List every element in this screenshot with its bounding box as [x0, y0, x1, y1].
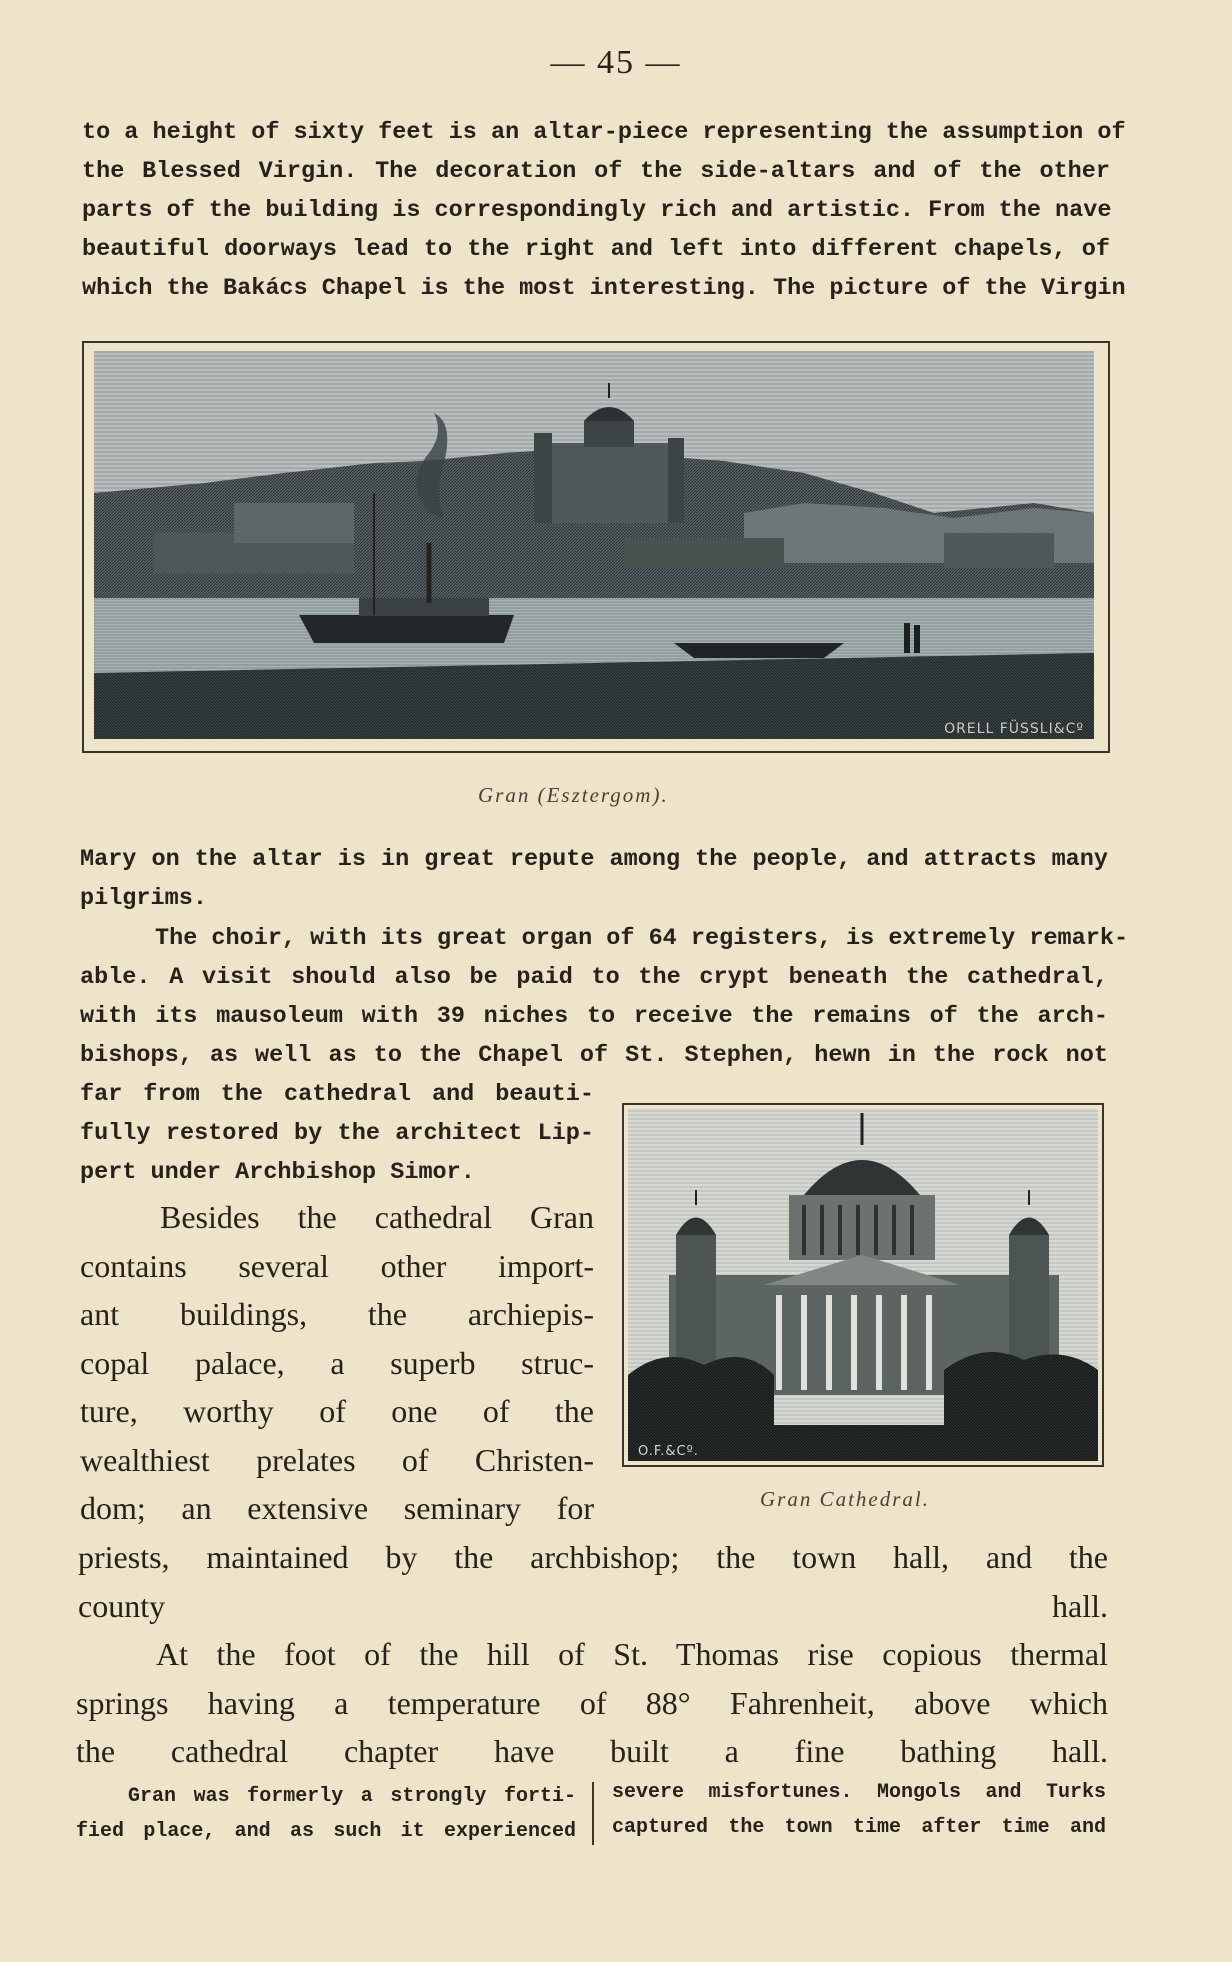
gran-cathedral-engraving [624, 1105, 1102, 1465]
text-line: beautiful doorways lead to the right and left into different chapels, of [82, 236, 1110, 263]
text-line: springs having a temperature of 88° Fahrenheit, above which [76, 1684, 1108, 1721]
paragraph-mary [80, 840, 1108, 918]
paragraph-springs [76, 1630, 1108, 1776]
figure2-caption: Gran Cathedral. [760, 1487, 931, 1511]
paragraph-choir [80, 919, 1129, 1075]
text-line: contains several other import- [80, 1247, 594, 1284]
text-line: copal palace, a superb struc- [80, 1344, 594, 1381]
text-line: with its mausoleum with 39 niches to receive the remains of the arch- [80, 1003, 1108, 1030]
page-number: — 45 — [550, 44, 682, 81]
text-line: fully restored by the architect Lip- [80, 1120, 594, 1147]
footnote-left [76, 1779, 576, 1849]
paragraph-choir-wrap [80, 1075, 594, 1192]
text-line: ture, worthy of one of the [80, 1393, 594, 1429]
text-line: parts of the building is correspondingly rich and artistic. From the nave [82, 197, 1112, 224]
text-line: captured the town time after time and [612, 1816, 1106, 1839]
gran-panorama-engraving [84, 343, 1108, 751]
footnote-right [612, 1775, 1106, 1845]
text-line: to a height of sixty feet is an altar-piece representing the assumption of [82, 119, 1126, 146]
text-line: able. A visit should also be paid to the crypt beneath the cathedral, [80, 964, 1108, 991]
top-paragraph [82, 113, 1126, 308]
figure1-caption: Gran (Esztergom). [478, 783, 669, 807]
text-line: dom; an extensive seminary for [80, 1490, 594, 1526]
text-line: At the foot of the hill of St. Thomas rise copious thermal [156, 1636, 1108, 1672]
text-line: severe misfortunes. Mongols and Turks [612, 1781, 1106, 1804]
text-line: pilgrims. [80, 885, 207, 912]
text-line: Besides the cathedral Gran [160, 1199, 594, 1235]
figure-gran-panorama [82, 341, 1110, 753]
text-line: ant buildings, the archiepis- [80, 1296, 594, 1332]
text-line: the cathedral chapter have built a fine bathing hall. [76, 1733, 1108, 1769]
figure-gran-cathedral [622, 1103, 1104, 1467]
paragraph-besides-wrap [80, 1193, 594, 1533]
text-line: which the Bakács Chapel is the most interesting. The picture of the Virgin [82, 275, 1126, 302]
text-line: the Blessed Virgin. The decoration of the side-altars and of the other [82, 158, 1110, 185]
engraver-mark: O.F.&Cº. [638, 1444, 699, 1459]
text-line: county hall. [78, 1587, 1108, 1624]
text-line: far from the cathedral and beauti- [80, 1081, 594, 1108]
paragraph-besides-full [78, 1533, 1108, 1630]
text-line: priests, maintained by the archbishop; the town hall, and the [78, 1539, 1108, 1575]
footnote-divider [592, 1782, 594, 1845]
text-line: Mary on the altar is in great repute among the people, and attracts many [80, 846, 1108, 873]
text-line: Gran was formerly a strongly forti- [128, 1785, 576, 1808]
text-line: pert under Archbishop Simor. [80, 1159, 475, 1186]
text-line: The choir, with its great organ of 64 registers, is extremely remark- [155, 925, 1129, 952]
engraver-mark: ORELL FÜSSLI&Cº [944, 721, 1084, 737]
text-line: fied place, and as such it experienced [76, 1820, 576, 1843]
text-line: bishops, as well as to the Chapel of St. Stephen, hewn in the rock not [80, 1042, 1108, 1069]
text-line: wealthiest prelates of Christen- [80, 1441, 594, 1478]
